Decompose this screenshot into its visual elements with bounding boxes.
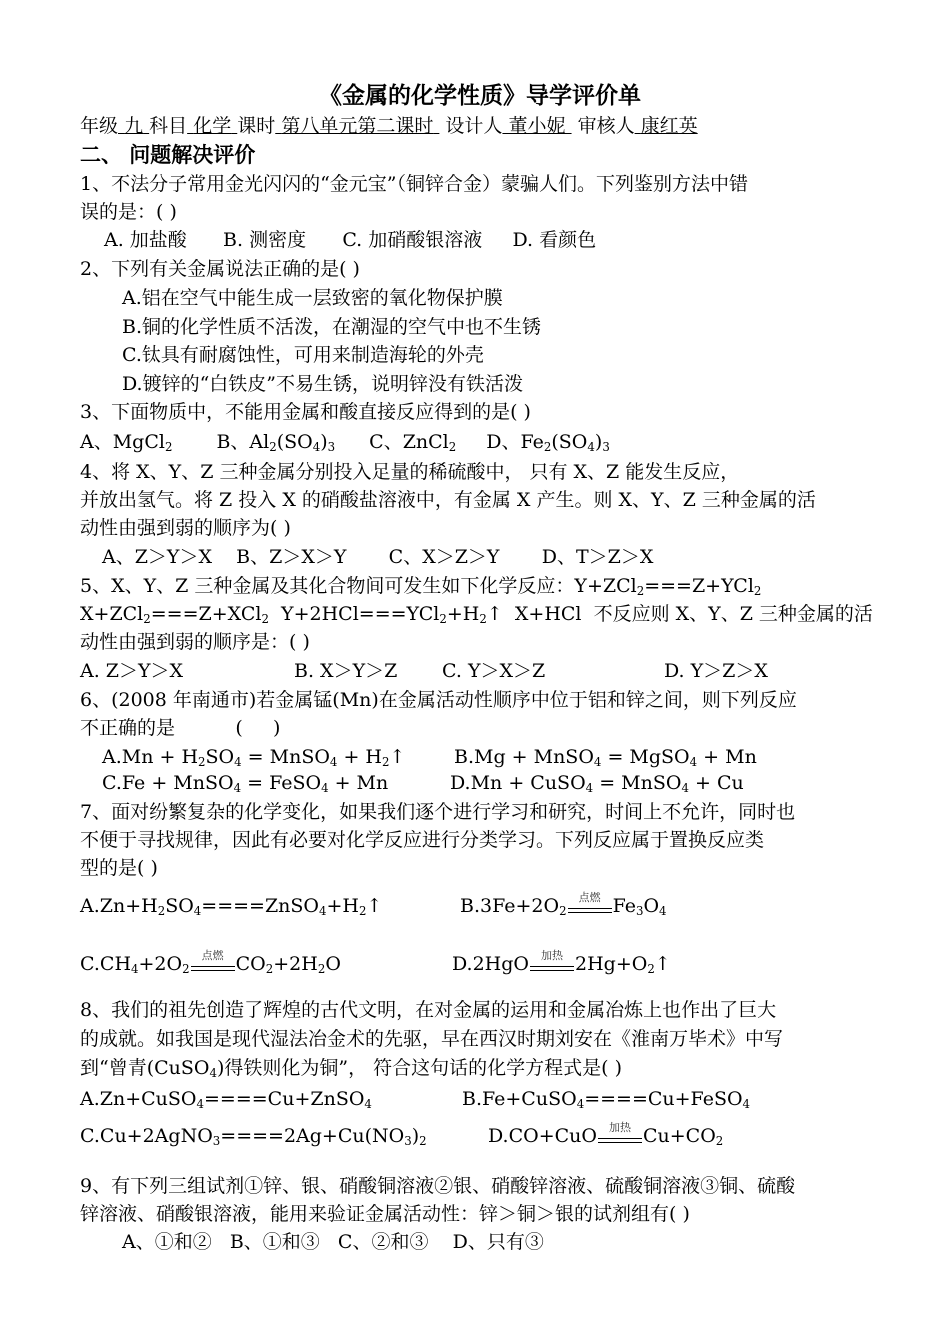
ignite-condition-mark: 点燃 <box>191 956 235 974</box>
q2-option-a: A.铝在空气中能生成一层致密的氧化物保护膜 <box>122 287 503 309</box>
q5-options: A. Z＞Y＞X B. X＞Y＞Z C. Y＞X＞Z D. Y＞Z＞X <box>80 660 768 682</box>
heat-condition-mark: 加热 <box>598 1128 642 1146</box>
period-value: 第八单元第二课时 <box>281 115 434 137</box>
q6-stem-line2: 不正确的是 ( ) <box>80 717 281 739</box>
q2-stem: 2、下列有关金属说法正确的是( ) <box>80 258 360 280</box>
period-label: 课时 <box>237 115 276 137</box>
q8-options-row1: A.Zn+CuSO$_4$====Cu+ZnSO$_4$ B.Fe+CuSO$_4$====Cu+FeSO$_4$ <box>80 1088 751 1111</box>
reviewer-value: 康红英 <box>640 115 698 137</box>
q2-option-c: C.钛具有耐腐蚀性，可用来制造海轮的外壳 <box>122 344 484 366</box>
page-title: 《金属的化学性质》导学评价单 <box>319 82 641 109</box>
q1-options: A. 加盐酸 B. 测密度 C. 加硝酸银溶液 D. 看颜色 <box>104 229 597 251</box>
q3-stem: 3、下面物质中，不能用金属和酸直接反应得到的是( ) <box>80 401 531 423</box>
q9-stem-line1: 9、有下列三组试剂①锌、银、硝酸铜溶液②银、硝酸锌溶液、硫酸铜溶液③铜、硫酸 <box>80 1175 796 1197</box>
q4-options: A、Z＞Y＞X B、Z＞X＞Y C、X＞Z＞Y D、T＞Z＞X <box>102 546 654 568</box>
grade-value: 九 <box>124 115 144 137</box>
q7-stem-line1: 7、面对纷繁复杂的化学变化，如果我们逐个进行学习和研究，时间上不允许，同时也 <box>80 801 796 823</box>
q6-options-row2: C.Fe + MnSO$_4$ = FeSO$_4$ + Mn D.Mn + CuSO$_4$ = MnSO$_4$ + Cu <box>102 772 744 795</box>
q5-stem-line2: X+ZCl$_2$===Z+XCl$_2$ $Y+2HCl===YCl_2+H_2↑$ X+HCl 不反应则 X、Y、Z 三种金属的活 <box>80 603 873 626</box>
subject-value: 化学 <box>193 115 232 137</box>
q5-stem-line1: 5、X、Y、Z 三种金属及其化合物间可发生如下化学反应：Y+ZCl$_2$===Z+YCl$_2$ <box>80 575 762 598</box>
q8-stem-line3: 到“曾青(CuSO$_4$)得铁则化为铜”， 符合这句话的化学方程式是( ) <box>80 1057 623 1080</box>
q4-stem-line3: 动性由强到弱的顺序为( ) <box>80 517 291 539</box>
designer-label: 设计人 <box>445 115 503 137</box>
q7-options-row2: $C.CH_4+2O_2$ 点燃 $CO_2+2H_2O$ D.2HgO 加热 $2Hg+O_2↑$ <box>80 949 671 976</box>
q4-stem-line2: 并放出氢气。将 Z 投入 X 的硝酸盐溶液中，有金属 X 产生。则 X、Y、Z 三种金属的活 <box>80 489 816 511</box>
q9-stem-line2: 锌溶液、硝酸银溶液，能用来验证金属活动性：锌＞铜＞银的试剂组有( ) <box>80 1203 690 1225</box>
reviewer-label: 审核人 <box>577 115 635 137</box>
heat-condition-mark: 加热 <box>530 956 574 974</box>
q4-stem-line1: 4、将 X、Y、Z 三种金属分别投入足量的稀硫酸中， 只有 X、Z 能发生反应， <box>80 461 740 483</box>
q2-option-b: B.铜的化学性质不活泼，在潮湿的空气中也不生锈 <box>122 316 542 338</box>
q1-stem-line2: 误的是：( ) <box>80 201 177 223</box>
q7-stem-line3: 型的是( ) <box>80 857 158 879</box>
subject-label: 科目 <box>149 115 188 137</box>
q8-stem-line1: 8、我们的祖先创造了辉煌的古代文明，在对金属的运用和金属冶炼上也作出了巨大 <box>80 999 777 1021</box>
q9-options: A、①和② B、①和③ C、②和③ D、只有③ <box>122 1231 544 1253</box>
q1-stem-line1: 1、不法分子常用金光闪闪的“金元宝”（铜锌合金）蒙骗人们。下列鉴别方法中错 <box>80 173 749 195</box>
grade-label: 年级 <box>80 115 119 137</box>
q6-stem-line1: 6、(2008 年南通市)若金属锰(Mn)在金属活动性顺序中位于铝和锌之间，则下列反应 <box>80 689 797 711</box>
q7-stem-line2: 不便于寻找规律，因此有必要对化学反应进行分类学习。下列反应属于置换反应类 <box>80 829 765 851</box>
ignite-condition-mark: 点燃 <box>568 898 612 916</box>
section-title: 二、 问题解决评价 <box>80 142 256 167</box>
q6-options-row1: $A.Mn + H_2SO_4$ = MnSO$_4$ + $H_2↑$ B.Mg + MnSO$_4$ = MgSO$_4$ + Mn <box>102 746 757 769</box>
q7-options-row1: $A.Zn+H_2SO_4====ZnSO_4+H_2↑$ $B.3Fe+2O_2$ 点燃 $Fe_3O_4$ <box>80 891 667 918</box>
q3-options: A、MgCl$_2$ B、$Al_2(SO_4)_3$ C、ZnCl$_2$ D、$Fe_2(SO_4)_3$ <box>80 431 610 454</box>
q8-options-row2: $C.Cu+2AgNO_3====2Ag+Cu(NO_3)_2$ D.CO+CuO 加热 $Cu+CO_2$ <box>80 1121 724 1148</box>
q5-stem-line3: 动性由强到弱的顺序是：( ) <box>80 631 310 653</box>
meta-line <box>80 112 698 140</box>
q2-option-d: D.镀锌的“白铁皮”不易生锈，说明锌没有铁活泼 <box>122 373 524 395</box>
designer-value: 董小妮 <box>508 115 566 137</box>
q8-stem-line2: 的成就。如我国是现代湿法冶金术的先驱，早在西汉时期刘安在《淮南万毕术》中写 <box>80 1028 784 1050</box>
